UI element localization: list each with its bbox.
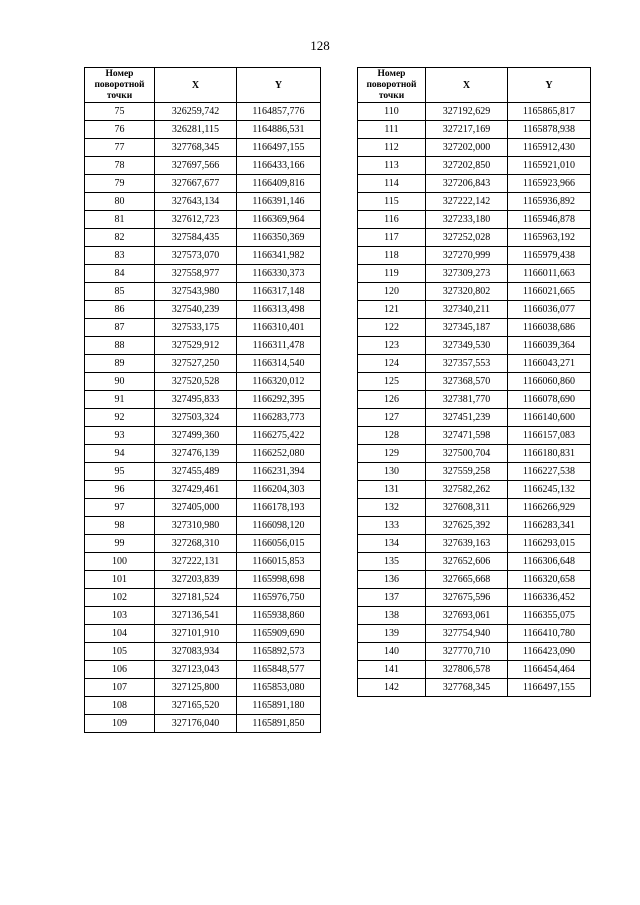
point-number-cell: 90 [85,373,155,391]
y-coordinate-cell: 1165998,698 [237,571,321,589]
y-coordinate-cell: 1166369,964 [237,211,321,229]
y-coordinate-cell: 1166314,540 [237,355,321,373]
point-number-cell: 99 [85,535,155,553]
header-y: Y [508,68,591,103]
point-number-cell: 136 [358,571,426,589]
point-number-cell: 85 [85,283,155,301]
point-number-cell: 96 [85,481,155,499]
table-row [358,337,591,355]
y-coordinate-cell: 1165976,750 [237,589,321,607]
x-coordinate-cell: 327202,000 [426,139,508,157]
table-row [358,589,591,607]
table-row [358,625,591,643]
y-coordinate-cell: 1166021,665 [508,283,591,301]
table-row [85,553,321,571]
point-number-cell: 119 [358,265,426,283]
y-coordinate-cell: 1166036,077 [508,301,591,319]
point-number-cell: 134 [358,535,426,553]
y-coordinate-cell: 1166038,686 [508,319,591,337]
point-number-cell: 135 [358,553,426,571]
x-coordinate-cell: 327455,489 [155,463,237,481]
point-number-cell: 89 [85,355,155,373]
x-coordinate-cell: 327357,553 [426,355,508,373]
x-coordinate-cell: 327543,980 [155,283,237,301]
x-coordinate-cell: 327451,239 [426,409,508,427]
point-number-cell: 121 [358,301,426,319]
point-number-cell: 86 [85,301,155,319]
table-header-row [85,68,321,103]
x-coordinate-cell: 327192,629 [426,103,508,121]
y-coordinate-cell: 1166043,271 [508,355,591,373]
point-number-cell: 108 [85,697,155,715]
point-number-cell: 98 [85,517,155,535]
header-point-number: Номер поворотной точки [85,68,155,103]
x-coordinate-cell: 327202,850 [426,157,508,175]
y-coordinate-cell: 1166292,395 [237,391,321,409]
point-number-cell: 112 [358,139,426,157]
y-coordinate-cell: 1166310,401 [237,319,321,337]
y-coordinate-cell: 1166266,929 [508,499,591,517]
table-row [85,355,321,373]
y-coordinate-cell: 1166231,394 [237,463,321,481]
y-coordinate-cell: 1165909,690 [237,625,321,643]
table-row [85,409,321,427]
point-number-cell: 118 [358,247,426,265]
table-row [358,679,591,697]
y-coordinate-cell: 1166157,083 [508,427,591,445]
y-coordinate-cell: 1165936,892 [508,193,591,211]
x-coordinate-cell: 327770,710 [426,643,508,661]
x-coordinate-cell: 326259,742 [155,103,237,121]
table-row [85,175,321,193]
x-coordinate-cell: 327206,843 [426,175,508,193]
table-row [85,229,321,247]
table-row [85,499,321,517]
x-coordinate-cell: 327136,541 [155,607,237,625]
table-row [85,337,321,355]
point-number-cell: 82 [85,229,155,247]
y-coordinate-cell: 1166317,148 [237,283,321,301]
table-row [358,463,591,481]
y-coordinate-cell: 1166275,422 [237,427,321,445]
y-coordinate-cell: 1166341,982 [237,247,321,265]
y-coordinate-cell: 1164886,531 [237,121,321,139]
x-coordinate-cell: 327349,530 [426,337,508,355]
x-coordinate-cell: 327405,000 [155,499,237,517]
x-coordinate-cell: 327083,934 [155,643,237,661]
header-point-number: Номер поворотной точки [358,68,426,103]
x-coordinate-cell: 327268,310 [155,535,237,553]
table-row [358,139,591,157]
point-number-cell: 97 [85,499,155,517]
point-number-cell: 133 [358,517,426,535]
point-number-cell: 103 [85,607,155,625]
y-coordinate-cell: 1166350,369 [237,229,321,247]
table-row [85,103,321,121]
x-coordinate-cell: 327270,999 [426,247,508,265]
header-y: Y [237,68,321,103]
table-row [85,445,321,463]
x-coordinate-cell: 327584,435 [155,229,237,247]
x-coordinate-cell: 327540,239 [155,301,237,319]
y-coordinate-cell: 1166409,816 [237,175,321,193]
x-coordinate-cell: 327754,940 [426,625,508,643]
table-row [85,607,321,625]
y-coordinate-cell: 1165865,817 [508,103,591,121]
table-row [358,319,591,337]
table-row [358,265,591,283]
table-row [358,283,591,301]
point-number-cell: 83 [85,247,155,265]
point-number-cell: 140 [358,643,426,661]
point-number-cell: 111 [358,121,426,139]
x-coordinate-cell: 327222,142 [426,193,508,211]
table-row [358,481,591,499]
x-coordinate-cell: 327252,028 [426,229,508,247]
x-coordinate-cell: 327533,175 [155,319,237,337]
page-number: 128 [310,38,330,53]
point-number-cell: 102 [85,589,155,607]
y-coordinate-cell: 1166423,090 [508,643,591,661]
point-number-cell: 126 [358,391,426,409]
x-coordinate-cell: 327768,345 [155,139,237,157]
y-coordinate-cell: 1166011,663 [508,265,591,283]
table-row [358,229,591,247]
point-number-cell: 109 [85,715,155,733]
point-number-cell: 107 [85,679,155,697]
table-row [85,193,321,211]
x-coordinate-cell: 327625,392 [426,517,508,535]
x-coordinate-cell: 327527,250 [155,355,237,373]
table-row [358,373,591,391]
y-coordinate-cell: 1165892,573 [237,643,321,661]
y-coordinate-cell: 1166283,341 [508,517,591,535]
x-coordinate-cell: 327520,528 [155,373,237,391]
table-row [85,697,321,715]
point-number-cell: 79 [85,175,155,193]
point-number-cell: 84 [85,265,155,283]
point-number-cell: 76 [85,121,155,139]
point-number-cell: 78 [85,157,155,175]
table-row [358,517,591,535]
table-body-left [85,103,321,733]
point-number-cell: 131 [358,481,426,499]
x-coordinate-cell: 327667,677 [155,175,237,193]
y-coordinate-cell: 1165878,938 [508,121,591,139]
y-coordinate-cell: 1166320,658 [508,571,591,589]
table-row [358,211,591,229]
x-coordinate-cell: 326281,115 [155,121,237,139]
point-number-cell: 110 [358,103,426,121]
coordinates-table-right [357,67,591,697]
y-coordinate-cell: 1165946,878 [508,211,591,229]
point-number-cell: 123 [358,337,426,355]
x-coordinate-cell: 327320,802 [426,283,508,301]
y-coordinate-cell: 1166336,452 [508,589,591,607]
y-coordinate-cell: 1165891,850 [237,715,321,733]
table-row [85,661,321,679]
x-coordinate-cell: 327476,139 [155,445,237,463]
y-coordinate-cell: 1165921,010 [508,157,591,175]
y-coordinate-cell: 1165891,180 [237,697,321,715]
point-number-cell: 88 [85,337,155,355]
y-coordinate-cell: 1166227,538 [508,463,591,481]
point-number-cell: 91 [85,391,155,409]
point-number-cell: 95 [85,463,155,481]
y-coordinate-cell: 1166355,075 [508,607,591,625]
point-number-cell: 137 [358,589,426,607]
y-coordinate-cell: 1166180,831 [508,445,591,463]
table-row [85,265,321,283]
point-number-cell: 77 [85,139,155,157]
y-coordinate-cell: 1166015,853 [237,553,321,571]
table-row [85,121,321,139]
table-row [85,463,321,481]
header-x: X [155,68,237,103]
table-row [358,445,591,463]
y-coordinate-cell: 1165979,438 [508,247,591,265]
table-row [358,409,591,427]
table-body-right [358,103,591,697]
point-number-cell: 141 [358,661,426,679]
x-coordinate-cell: 327806,578 [426,661,508,679]
x-coordinate-cell: 327768,345 [426,679,508,697]
y-coordinate-cell: 1166293,015 [508,535,591,553]
table-row [358,391,591,409]
y-coordinate-cell: 1166410,780 [508,625,591,643]
table-row [85,283,321,301]
table-row [358,355,591,373]
x-coordinate-cell: 327582,262 [426,481,508,499]
point-number-cell: 114 [358,175,426,193]
y-coordinate-cell: 1166283,773 [237,409,321,427]
point-number-cell: 113 [358,157,426,175]
x-coordinate-cell: 327558,977 [155,265,237,283]
x-coordinate-cell: 327203,839 [155,571,237,589]
point-number-cell: 92 [85,409,155,427]
point-number-cell: 130 [358,463,426,481]
y-coordinate-cell: 1164857,776 [237,103,321,121]
x-coordinate-cell: 327123,043 [155,661,237,679]
table-row [85,715,321,733]
point-number-cell: 122 [358,319,426,337]
x-coordinate-cell: 327345,187 [426,319,508,337]
table-row [358,247,591,265]
point-number-cell: 80 [85,193,155,211]
y-coordinate-cell: 1166140,600 [508,409,591,427]
table-header-row [358,68,591,103]
y-coordinate-cell: 1166078,690 [508,391,591,409]
table-row [358,103,591,121]
table-row [358,427,591,445]
x-coordinate-cell: 327381,770 [426,391,508,409]
x-coordinate-cell: 327693,061 [426,607,508,625]
point-number-cell: 139 [358,625,426,643]
y-coordinate-cell: 1166252,080 [237,445,321,463]
table-row [85,643,321,661]
y-coordinate-cell: 1166178,193 [237,499,321,517]
table-row [85,247,321,265]
y-coordinate-cell: 1165848,577 [237,661,321,679]
y-coordinate-cell: 1166245,132 [508,481,591,499]
y-coordinate-cell: 1165963,192 [508,229,591,247]
point-number-cell: 127 [358,409,426,427]
x-coordinate-cell: 327573,070 [155,247,237,265]
point-number-cell: 132 [358,499,426,517]
point-number-cell: 125 [358,373,426,391]
y-coordinate-cell: 1166306,648 [508,553,591,571]
x-coordinate-cell: 327101,910 [155,625,237,643]
point-number-cell: 120 [358,283,426,301]
point-number-cell: 75 [85,103,155,121]
table-row [85,625,321,643]
x-coordinate-cell: 327233,180 [426,211,508,229]
table-row [85,589,321,607]
x-coordinate-cell: 327368,570 [426,373,508,391]
table-row [358,643,591,661]
x-coordinate-cell: 327639,163 [426,535,508,553]
table-row [85,535,321,553]
x-coordinate-cell: 327340,211 [426,301,508,319]
table-row [358,553,591,571]
x-coordinate-cell: 327652,606 [426,553,508,571]
x-coordinate-cell: 327176,040 [155,715,237,733]
table-row [358,175,591,193]
x-coordinate-cell: 327643,134 [155,193,237,211]
y-coordinate-cell: 1166497,155 [237,139,321,157]
table-row [358,157,591,175]
y-coordinate-cell: 1166311,478 [237,337,321,355]
table-row [85,139,321,157]
table-row [358,535,591,553]
point-number-cell: 100 [85,553,155,571]
y-coordinate-cell: 1166039,364 [508,337,591,355]
point-number-cell: 104 [85,625,155,643]
header-x: X [426,68,508,103]
y-coordinate-cell: 1166320,012 [237,373,321,391]
table-row [358,499,591,517]
x-coordinate-cell: 327697,566 [155,157,237,175]
table-row [85,427,321,445]
x-coordinate-cell: 327500,704 [426,445,508,463]
y-coordinate-cell: 1166060,860 [508,373,591,391]
point-number-cell: 93 [85,427,155,445]
y-coordinate-cell: 1166204,303 [237,481,321,499]
x-coordinate-cell: 327181,524 [155,589,237,607]
y-coordinate-cell: 1165923,966 [508,175,591,193]
table-row [85,373,321,391]
table-row [358,607,591,625]
point-number-cell: 142 [358,679,426,697]
x-coordinate-cell: 327675,596 [426,589,508,607]
x-coordinate-cell: 327429,461 [155,481,237,499]
x-coordinate-cell: 327471,598 [426,427,508,445]
point-number-cell: 106 [85,661,155,679]
point-number-cell: 124 [358,355,426,373]
x-coordinate-cell: 327529,912 [155,337,237,355]
table-row [85,157,321,175]
table-row [85,319,321,337]
x-coordinate-cell: 327665,668 [426,571,508,589]
point-number-cell: 116 [358,211,426,229]
y-coordinate-cell: 1166454,464 [508,661,591,679]
point-number-cell: 101 [85,571,155,589]
y-coordinate-cell: 1166497,155 [508,679,591,697]
y-coordinate-cell: 1165853,080 [237,679,321,697]
table-row [85,211,321,229]
table-row [358,121,591,139]
x-coordinate-cell: 327217,169 [426,121,508,139]
y-coordinate-cell: 1166433,166 [237,157,321,175]
coordinates-table-left [84,67,321,733]
point-number-cell: 94 [85,445,155,463]
point-number-cell: 129 [358,445,426,463]
x-coordinate-cell: 327309,273 [426,265,508,283]
table-row [85,571,321,589]
point-number-cell: 128 [358,427,426,445]
y-coordinate-cell: 1165912,430 [508,139,591,157]
table-row [85,301,321,319]
x-coordinate-cell: 327499,360 [155,427,237,445]
table-row [358,661,591,679]
table-row [85,679,321,697]
x-coordinate-cell: 327559,258 [426,463,508,481]
y-coordinate-cell: 1166391,146 [237,193,321,211]
table-row [358,193,591,211]
y-coordinate-cell: 1166098,120 [237,517,321,535]
point-number-cell: 138 [358,607,426,625]
x-coordinate-cell: 327612,723 [155,211,237,229]
table-row [85,391,321,409]
y-coordinate-cell: 1166330,373 [237,265,321,283]
x-coordinate-cell: 327495,833 [155,391,237,409]
table-row [358,571,591,589]
x-coordinate-cell: 327222,131 [155,553,237,571]
point-number-cell: 115 [358,193,426,211]
x-coordinate-cell: 327503,324 [155,409,237,427]
y-coordinate-cell: 1165938,860 [237,607,321,625]
x-coordinate-cell: 327310,980 [155,517,237,535]
table-row [85,517,321,535]
x-coordinate-cell: 327125,800 [155,679,237,697]
point-number-cell: 87 [85,319,155,337]
x-coordinate-cell: 327608,311 [426,499,508,517]
table-row [85,481,321,499]
y-coordinate-cell: 1166313,498 [237,301,321,319]
x-coordinate-cell: 327165,520 [155,697,237,715]
point-number-cell: 105 [85,643,155,661]
point-number-cell: 81 [85,211,155,229]
y-coordinate-cell: 1166056,015 [237,535,321,553]
table-row [358,301,591,319]
point-number-cell: 117 [358,229,426,247]
